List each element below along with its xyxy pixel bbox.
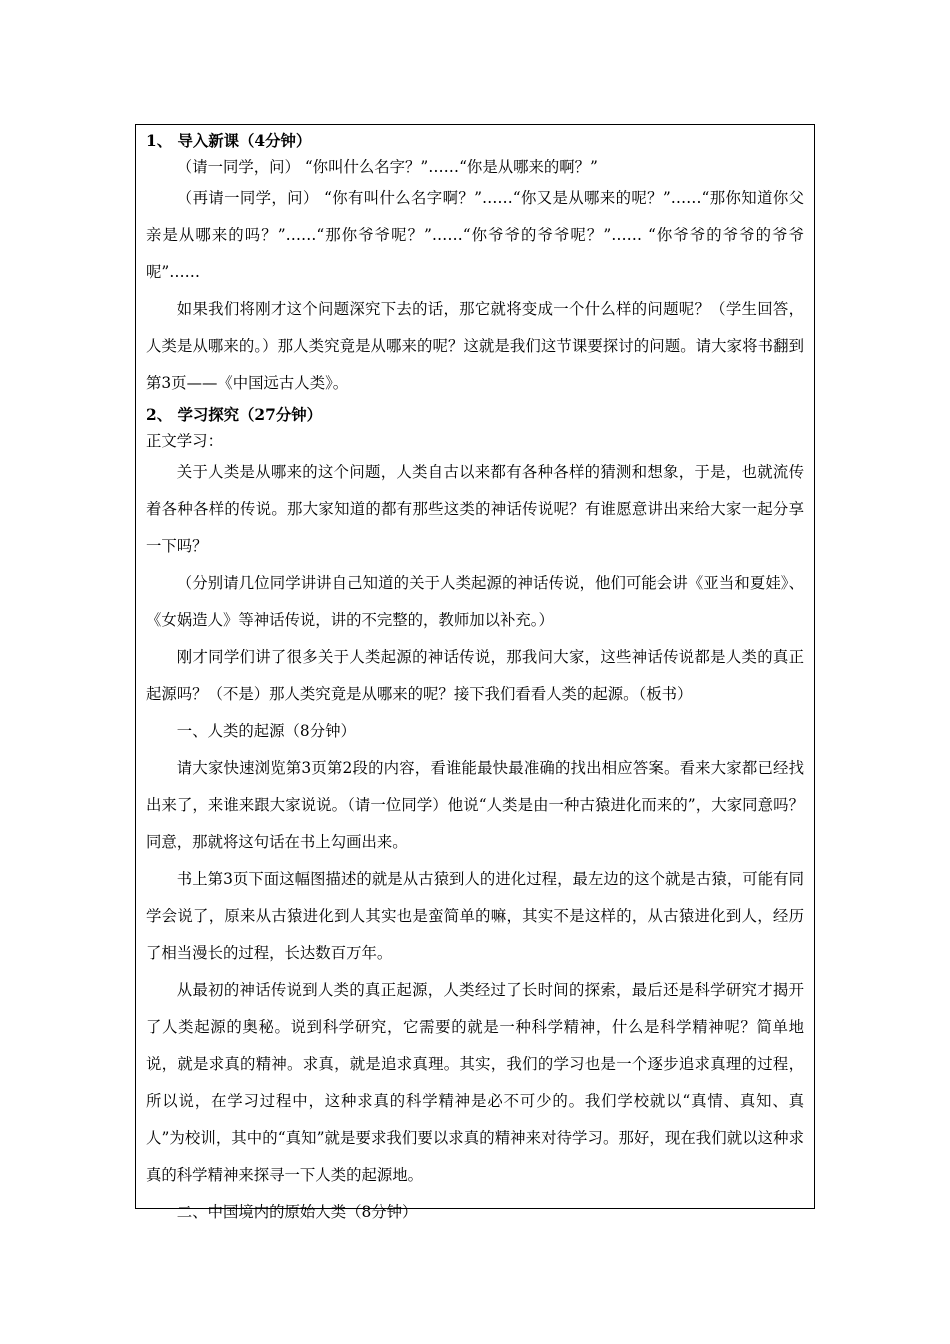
lesson-content-box bbox=[135, 124, 815, 1221]
explore-paragraph-5: 书上第3页下面这幅图描述的就是从古猿到人的进化过程，最左边的这个就是古猿，可能有同学会说了，原来从古猿进化到人其实也是蛮简单的嘛，其实不是这样的，从古猿进化到人，经历了相当漫长的过程，长达数百万年。 bbox=[146, 870, 804, 962]
section-heading-explore: 2、 学习探究（27分钟） bbox=[146, 406, 323, 424]
explore-paragraph-4: 请大家快速浏览第3页第2段的内容，看谁能最快最准确的找出相应答案。看来大家都已经找出来了，来谁来跟大家说说。（请一位同学）他说“人类是由一种古猿进化而来的”，大家同意吗？同意，那就将这句话在书上勾画出来。 bbox=[146, 759, 804, 851]
intro-paragraph-1: （请一同学，问） “你叫什么名字？”……“你是从哪来的啊？” bbox=[176, 158, 598, 176]
section-heading-intro: 1、 导入新课（4分钟） bbox=[146, 132, 312, 150]
subsection-heading-origin: 一、人类的起源（8分钟） bbox=[176, 722, 356, 740]
subheading-text-study: 正文学习： bbox=[146, 432, 223, 450]
explore-paragraph-6: 从最初的神话传说到人类的真正起源，人类经过了长时间的探索，最后还是科学研究才揭开了人类起源的奥秘。说到科学研究，它需要的就是一种科学精神，什么是科学精神呢？简单地说，就是求真的精神。求真，就是追求真理。其实，我们的学习也是一个逐步追求真理的过程，所以说，在学习过程中，这种求真的科学精神是必不可少的。我们学校就以“真情、真知、真人”为校训，其中的“真知”就是要求我们要以求真的精神来对待学习。那好，现在我们就以这种求真的科学精神来探寻一下人类的起源地。 bbox=[146, 981, 804, 1184]
intro-paragraph-2: （再请一同学，问） “你有叫什么名字啊？”……“你又是从哪来的呢？”……“那你知道你父亲是从哪来的吗？”……“那你爷爷呢？”……“你爷爷的爷爷呢？”…… “你爷爷的爷爷的爷爷呢”…… bbox=[146, 189, 804, 281]
subsection-heading-primitive: 二、中国境内的原始人类（8分钟） bbox=[176, 1203, 418, 1221]
explore-paragraph-2: （分别请几位同学讲讲自己知道的关于人类起源的神话传说，他们可能会讲《亚当和夏娃》、《女娲造人》等神话传说，讲的不完整的，教师加以补充。） bbox=[146, 574, 804, 629]
intro-paragraph-3: 如果我们将刚才这个问题深究下去的话，那它就将变成一个什么样的问题呢？（学生回答，人类是从哪来的。）那人类究竟是从哪来的呢？这就是我们这节课要探讨的问题。请大家将书翻到第3页——《中国远古人类》。 bbox=[146, 300, 804, 392]
explore-paragraph-1: 关于人类是从哪来的这个问题，人类自古以来都有各种各样的猜测和想象，于是，也就流传着各种各样的传说。那大家知道的都有那些这类的神话传说呢？有谁愿意讲出来给大家一起分享一下吗？ bbox=[146, 463, 804, 555]
explore-paragraph-3: 刚才同学们讲了很多关于人类起源的神话传说，那我问大家，这些神话传说都是人类的真正起源吗？（不是）那人类究竟是从哪来的呢？接下我们看看人类的起源。（板书） bbox=[146, 648, 804, 703]
